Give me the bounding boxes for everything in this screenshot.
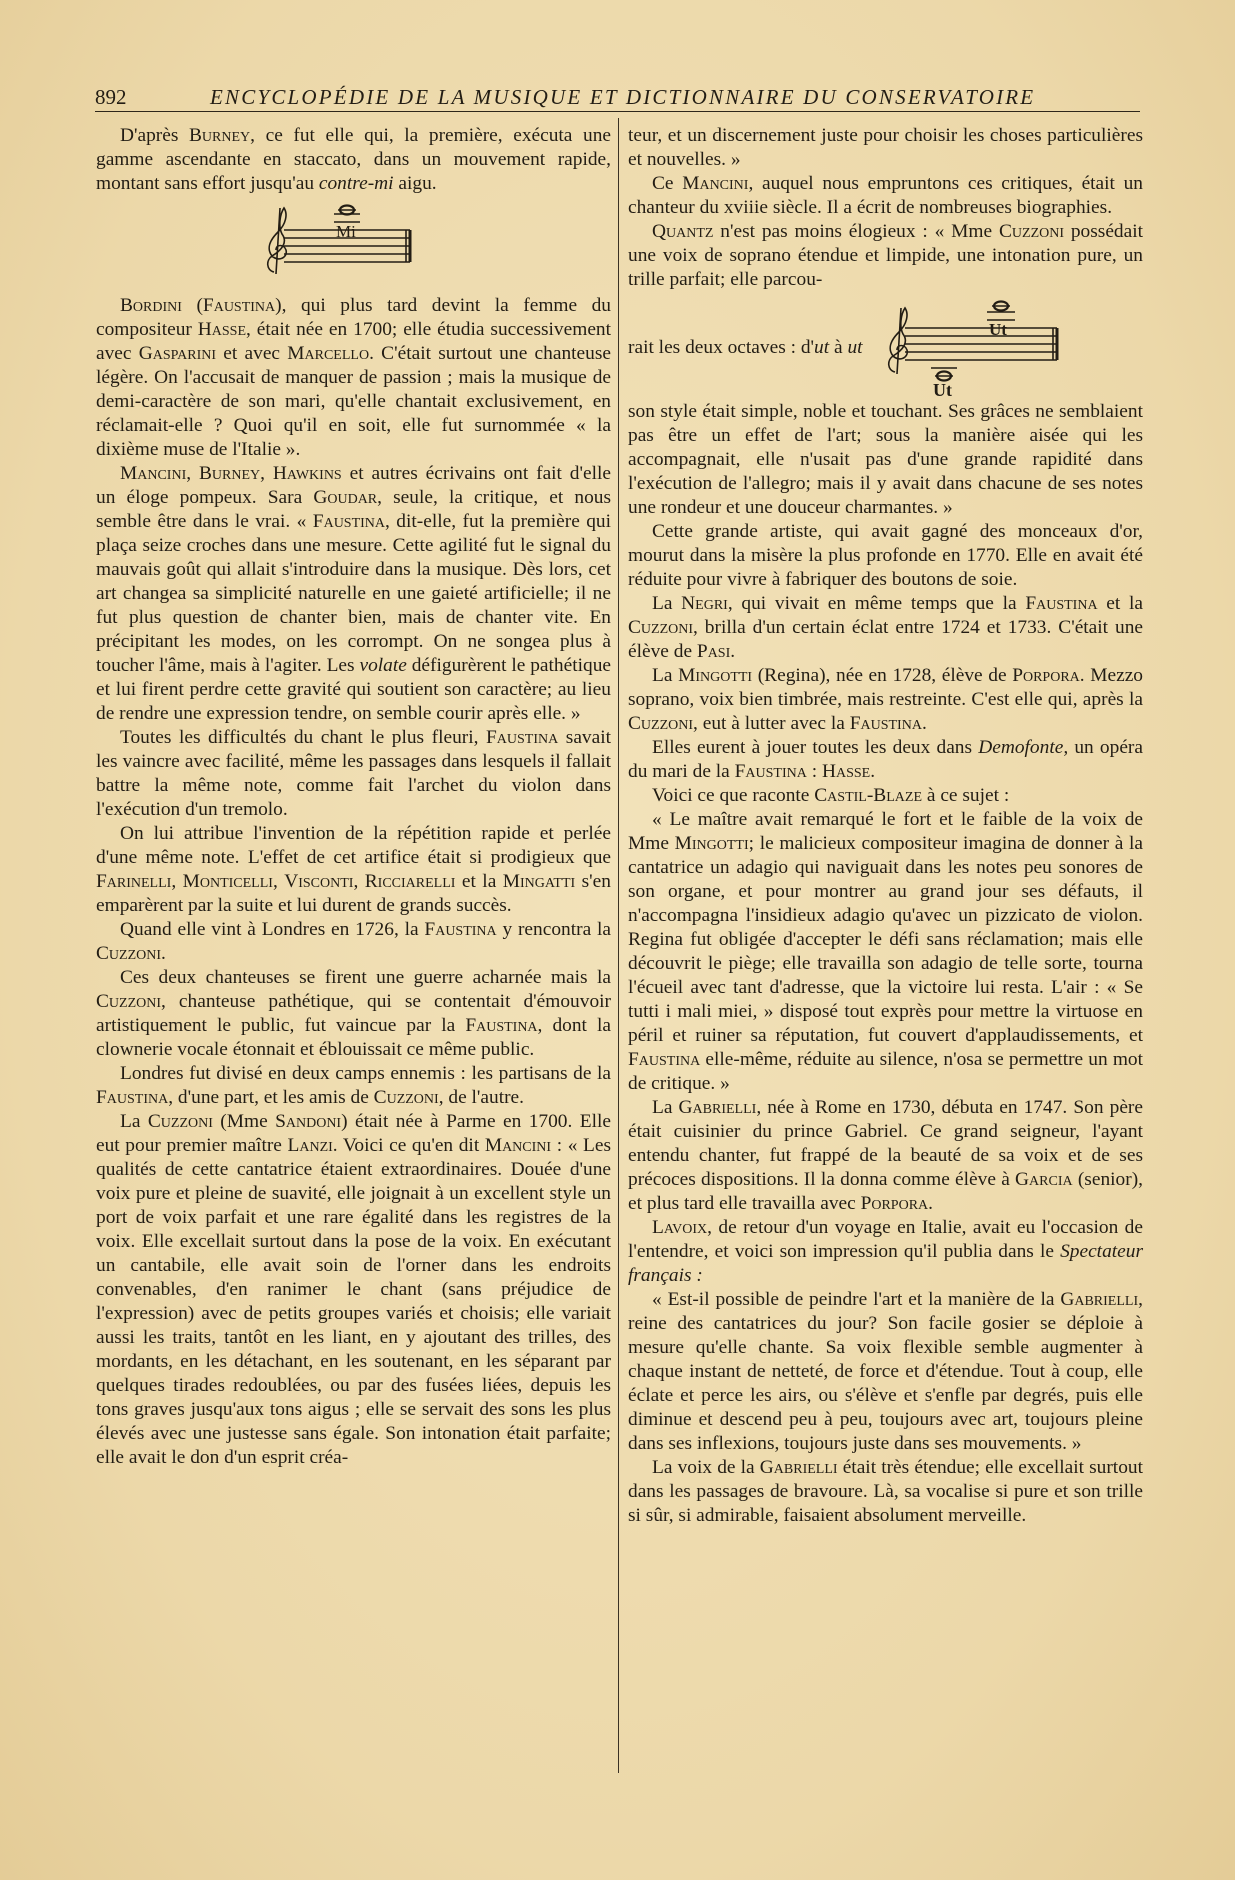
paragraph: La Mingotti (Regina), née en 1728, élève de Porpora. Mezzo soprano, voix bien timbrée, mais restreinte. C'est elle qui, après la Cuzzoni, eut à lutter avec la Faustina.: [628, 665, 1143, 734]
paragraph: Ce Mancini, auquel nous empruntons ces critiques, était un chanteur du xviiie siècle. Il a écrit de nombreuses biographies.: [628, 173, 1143, 218]
paragraph: Quantz n'est pas moins élogieux : « Mme Cuzzoni possédait une voix de soprano étendue et limpide, une intonation pure, un trille parfait; elle parcou-: [628, 221, 1144, 290]
column-divider: [618, 118, 619, 1773]
music-staff-image: [256, 200, 421, 280]
right-column: [628, 124, 1143, 1528]
paragraph: La Cuzzoni (Mme Sandoni) était née à Parme en 1700. Elle eut pour premier maître Lanzi. Voici ce qu'en dit Mancini : « Les qualités de cette cantatrice étaient extraordinaires. Douée d'une voix pure et pleine de suavité, elle joignait à un excellent style un port de voix parfait et une rare égalité dans les registres de la voix. Elle excellait surtout dans la pose de la voix. En exécutant un cantabile, elle avait soin de l'orner dans les endroits convenables, d'en ranimer le chant (sans préjudice de l'expression) avec de petits groupes variés et choisis; elle variait aussi les traits, tantôt en les liant, en y ajoutant des trilles, des mordants, en les détachant, en les soutenant, en les séparant par quelques tirades redoublées, ou par des fusées liées, depuis les tons graves jusqu'aux tons aigus ; elle se servait des sons les plus élevés avec une justesse sans égale. Son intonation était parfaite; elle avait le don d'un esprit créa-: [96, 1111, 612, 1468]
paragraph: Mancini, Burney, Hawkins et autres écrivains ont fait d'elle un éloge pompeux. Sara Goudar, seule, la critique, et nous semble être dans le vrai. « Faustina, dit-elle, fut la première qui plaça seize croches dans une mesure. Cette agilité fut le signal du mauvais goût qui allait s'introduire dans la musique. Dès lors, cet art changea sa simplicité naturelle en une gaieté artificielle; il ne fut plus question de chanter bien, mais de chanter vite. En précipitant les modes, on les corrompt. On ne songea plus à toucher l'âme, mais à l'agiter. Les volate défigurèrent le pathétique et lui firent perdre cette gravité qui soutient son caractère; au lieu de rendre une expression tendre, on semble courir après elle. »: [96, 463, 612, 724]
paragraph: « Le maître avait remarqué le fort et le faible de la voix de Mme Mingotti; le malicieux compositeur imagina de donner à la cantatrice un adagio qui naviguait dans les notes peu sonores de son organe, et pour montrer au grand jour ses défauts, il n'accompagna l'insidieux adagio qu'avec un pizzicato de violon. Regina fut obligée d'accepter le défi sans réclamation; mais elle découvrit le piège; elle travailla son adagio de telle sorte, tourna l'écueil avec tant d'adresse, que la victoire lui resta. L'air : « Se tutti i mali miei, » disposé tout exprès pour mettre la virtuose en péril et ruiner sa réputation, fut couvert d'applaudissements, et Faustina elle-même, réduite au silence, n'osa se permettre un mot de critique. »: [628, 809, 1144, 1094]
paragraph: On lui attribue l'invention de la répétition rapide et perlée d'une même note. L'effet de cet artifice était si prodigieux que Farinelli, Monticelli, Visconti, Ricciarelli et la Mingatti s'en emparèrent par la suite et lui durent de grands succès.: [96, 823, 611, 916]
paragraph: Toutes les difficultés du chant le plus fleuri, Faustina savait les vaincre avec facilité, même les passages dans lesquels il fallait battre la même note, comme fait l'archet du violon dans l'exécution d'un tremolo.: [96, 727, 612, 820]
music-staff-image: [877, 298, 1067, 398]
paragraph: D'après Burney, ce fut elle qui, la première, exécuta une gamme ascendante en staccato, dans un mouvement rapide, montant sans effort jusqu'au contre-mi aigu.: [96, 125, 611, 194]
paragraph: La voix de la Gabrielli était très étendue; elle excellait surtout dans les passages de bravoure. Là, sa vocalise si pure et son trille si sûr, si admirable, faisaient absolument merveille.: [628, 1457, 1143, 1526]
header-rule: [95, 111, 1140, 112]
paragraph: Ces deux chanteuses se firent une guerre acharnée mais la Cuzzoni, chanteuse pathétique, qui se contentait d'émouvoir artistiquement le public, fut vaincue par la Faustina, dont la clownerie vocale étonnait et éblouissait ce même public.: [96, 967, 611, 1060]
paragraph: Bordini (Faustina), qui plus tard devint la femme du compositeur Hasse, était née en 1700; elle étudia successivement avec Gasparini et avec Marcello. C'était surtout une chanteuse légère. On l'accusait de manquer de passion ; mais la musique de demi-caractère de son mari, qu'elle chantait exclusivement, en réclamait-elle ? Quoi qu'il en soit, elle fut surnommée « la dixième muse de l'Italie ».: [96, 295, 612, 460]
note-label-ut-top: Ut: [988, 320, 1007, 339]
note-label-mi: Mi: [336, 222, 356, 241]
paragraph: teur, et un discernement juste pour choisir les choses particulières et nouvelles. »: [628, 125, 1143, 170]
paragraph: Quand elle vint à Londres en 1726, la Faustina y rencontra la Cuzzoni.: [96, 919, 611, 964]
paragraph: son style était simple, noble et touchant. Ses grâces ne semblaient pas être un effet de l'art; sous la manière aisée qui les accompagnait, elle n'usait pas d'une grande rapidité dans l'exécution de l'allegro; mais il y avait dans chacune de ses notes une rondeur et une douceur charmantes. »: [628, 401, 1143, 518]
paragraph: Cette grande artiste, qui avait gagné des monceaux d'or, mourut dans la misère la plus profonde en 1770. Elle en avait été réduite pour vivre à fabriquer des boutons de soie.: [628, 521, 1143, 590]
paragraph: La Negri, qui vivait en même temps que la Faustina et la Cuzzoni, brilla d'un certain éclat entre 1724 et 1733. C'était une élève de Pasi.: [628, 593, 1143, 662]
music-caption: rait les deux octaves : d'ut à ut: [628, 337, 863, 358]
paragraph: « Est-il possible de peindre l'art et la manière de la Gabrielli, reine des cantatrices du jour? Son facile gosier se déploie à mesure qu'elle chante. Sa voix flexible semble augmenter à chaque instant de netteté, de force et d'étendue. Tout à coup, elle éclate et perce les airs, ou s'élève et s'enfle par degrés, puis elle diminue et descend peu à peu, toujours avec art, toujours pleine dans ses inflexions, toujours juste dans ses mouvements. »: [628, 1289, 1143, 1454]
paragraph: Londres fut divisé en deux camps ennemis : les partisans de la Faustina, d'une part, et les amis de Cuzzoni, de l'autre.: [96, 1063, 611, 1108]
paragraph: Voici ce que raconte Castil-Blaze à ce sujet :: [652, 785, 1010, 806]
page-number: 892: [95, 85, 127, 109]
music-example-two-octaves: [628, 298, 1143, 398]
paragraph: La Gabrielli, née à Rome en 1730, débuta en 1747. Son père était cuisinier du prince Gabriel. Ce grand seigneur, l'ayant entendu chanter, fut frappé de la beauté de sa voix et de ses précoces dispositions. Il la donna comme élève à Garcia (senior), et plus tard elle travailla avec Porpora.: [628, 1097, 1143, 1214]
left-column: [96, 124, 611, 1470]
note-label-ut-bottom: Ut: [932, 380, 952, 398]
paragraph: Lavoix, de retour d'un voyage en Italie, avait eu l'occasion de l'entendre, et voici son impression qu'il publia dans le Spectateur français :: [628, 1217, 1143, 1286]
paragraph: Elles eurent à jouer toutes les deux dans Demofonte, un opéra du mari de la Faustina : Hasse.: [628, 737, 1143, 782]
music-example-contre-mi: [96, 196, 611, 294]
running-title: ENCYCLOPÉDIE DE LA MUSIQUE ET DICTIONNAIRE DU CONSERVATOIRE: [210, 85, 1036, 109]
